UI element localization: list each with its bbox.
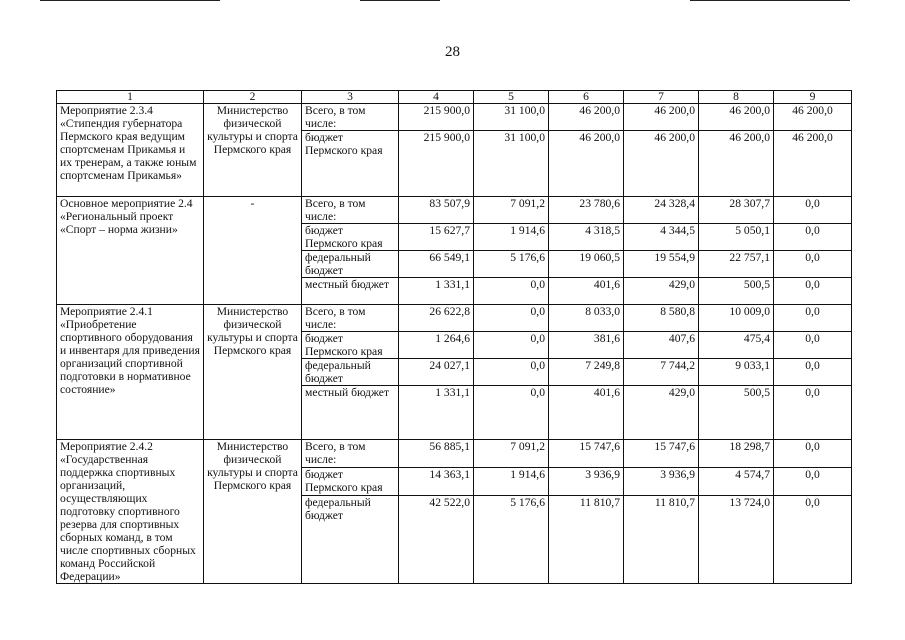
value-cell: 5 050,1 <box>699 224 774 251</box>
value-cell: 24 328,4 <box>624 197 699 224</box>
value-cell: 66 549,1 <box>399 251 474 278</box>
value-cell: 42 522,0 <box>399 495 474 583</box>
value-cell: 31 100,0 <box>474 104 549 131</box>
column-header: 4 <box>399 91 474 104</box>
value-cell: 13 724,0 <box>699 495 774 583</box>
value-cell: 28 307,7 <box>699 197 774 224</box>
value-cell: 46 200,0 <box>774 131 852 197</box>
funding-source: Всего, в том числе: <box>302 104 399 131</box>
column-header: 5 <box>474 91 549 104</box>
value-cell: 4 344,5 <box>624 224 699 251</box>
value-cell: 10 009,0 <box>699 305 774 332</box>
value-cell: 1 264,6 <box>399 332 474 359</box>
column-header: 3 <box>302 91 399 104</box>
value-cell: 500,5 <box>699 278 774 305</box>
column-header: 2 <box>204 91 302 104</box>
value-cell: 500,5 <box>699 386 774 440</box>
value-cell: 56 885,1 <box>399 440 474 468</box>
value-cell: 46 200,0 <box>699 131 774 197</box>
value-cell: 46 200,0 <box>624 131 699 197</box>
value-cell: 46 200,0 <box>699 104 774 131</box>
table-row <box>57 440 852 468</box>
measure-executor: Министерство физической культуры и спорта Пермского края <box>204 440 302 584</box>
value-cell: 475,4 <box>699 332 774 359</box>
value-cell: 407,6 <box>624 332 699 359</box>
value-cell: 0,0 <box>774 278 852 305</box>
value-cell: 14 363,1 <box>399 467 474 495</box>
value-cell: 11 810,7 <box>549 495 624 583</box>
value-cell: 7 091,2 <box>474 440 549 468</box>
value-cell: 23 780,6 <box>549 197 624 224</box>
value-cell: 15 747,6 <box>624 440 699 468</box>
value-cell: 1 914,6 <box>474 224 549 251</box>
table-row <box>57 197 852 224</box>
value-cell: 5 176,6 <box>474 495 549 583</box>
value-cell: 9 033,1 <box>699 359 774 386</box>
value-cell: 0,0 <box>774 467 852 495</box>
budget-table <box>56 90 852 584</box>
funding-source: бюджет Пермского края <box>302 332 399 359</box>
value-cell: 7 744,2 <box>624 359 699 386</box>
value-cell: 19 554,9 <box>624 251 699 278</box>
column-number-row <box>57 91 852 104</box>
funding-source: бюджет Пермского края <box>302 131 399 197</box>
value-cell: 8 580,8 <box>624 305 699 332</box>
value-cell: 429,0 <box>624 386 699 440</box>
value-cell: 83 507,9 <box>399 197 474 224</box>
value-cell: 0,0 <box>774 197 852 224</box>
measure-executor: - <box>204 197 302 305</box>
value-cell: 1 331,1 <box>399 278 474 305</box>
value-cell: 1 331,1 <box>399 386 474 440</box>
value-cell: 0,0 <box>474 386 549 440</box>
value-cell: 401,6 <box>549 386 624 440</box>
measure-name: Мероприятие 2.3.4 «Стипендия губернатора Пермского края ведущим спортсменам Прикамья и их тренерам, а также юным спортсменам Прикамья» <box>57 104 204 197</box>
funding-source: федеральный бюджет <box>302 251 399 278</box>
measure-executor: Министерство физической культуры и спорта Пермского края <box>204 104 302 197</box>
value-cell: 22 757,1 <box>699 251 774 278</box>
value-cell: 401,6 <box>549 278 624 305</box>
value-cell: 19 060,5 <box>549 251 624 278</box>
value-cell: 0,0 <box>774 386 852 440</box>
measure-name: Мероприятие 2.4.2 «Государственная поддержка спортивных организаций, осуществляющих подготовку спортивного резерва для спортивных сборных команд, в том числе спортивных сборных команд Российской Федерации» <box>57 440 204 584</box>
value-cell: 4 574,7 <box>699 467 774 495</box>
measure-name: Основное мероприятие 2.4 «Региональный проект «Спорт – норма жизни» <box>57 197 204 305</box>
value-cell: 15 747,6 <box>549 440 624 468</box>
value-cell: 46 200,0 <box>774 104 852 131</box>
value-cell: 0,0 <box>474 359 549 386</box>
funding-source: Всего, в том числе: <box>302 305 399 332</box>
column-header: 7 <box>624 91 699 104</box>
value-cell: 7 091,2 <box>474 197 549 224</box>
value-cell: 4 318,5 <box>549 224 624 251</box>
funding-source: бюджет Пермского края <box>302 467 399 495</box>
value-cell: 31 100,0 <box>474 131 549 197</box>
funding-source: Всего, в том числе: <box>302 197 399 224</box>
value-cell: 0,0 <box>474 332 549 359</box>
funding-source: бюджет Пермского края <box>302 224 399 251</box>
funding-source: местный бюджет <box>302 278 399 305</box>
value-cell: 0,0 <box>774 332 852 359</box>
column-header: 6 <box>549 91 624 104</box>
value-cell: 0,0 <box>774 251 852 278</box>
value-cell: 3 936,9 <box>549 467 624 495</box>
value-cell: 381,6 <box>549 332 624 359</box>
value-cell: 3 936,9 <box>624 467 699 495</box>
value-cell: 0,0 <box>474 305 549 332</box>
value-cell: 24 027,1 <box>399 359 474 386</box>
value-cell: 0,0 <box>774 440 852 468</box>
value-cell: 0,0 <box>774 495 852 583</box>
value-cell: 1 914,6 <box>474 467 549 495</box>
funding-source: местный бюджет <box>302 386 399 440</box>
value-cell: 0,0 <box>774 305 852 332</box>
column-header: 8 <box>699 91 774 104</box>
value-cell: 0,0 <box>774 359 852 386</box>
measure-executor: Министерство физической культуры и спорта Пермского края <box>204 305 302 440</box>
funding-source: федеральный бюджет <box>302 359 399 386</box>
value-cell: 215 900,0 <box>399 104 474 131</box>
page-number: 28 <box>445 44 460 60</box>
funding-source: федеральный бюджет <box>302 495 399 583</box>
value-cell: 46 200,0 <box>624 104 699 131</box>
value-cell: 46 200,0 <box>549 131 624 197</box>
funding-source: Всего, в том числе: <box>302 440 399 468</box>
table-row <box>57 305 852 332</box>
value-cell: 0,0 <box>474 278 549 305</box>
scan-edge-line-left <box>40 0 220 1</box>
measure-name: Мероприятие 2.4.1 «Приобретение спортивного оборудования и инвентаря для приведения организаций спортивной подготовки в нормативное состояние» <box>57 305 204 440</box>
value-cell: 11 810,7 <box>624 495 699 583</box>
table-row <box>57 104 852 131</box>
scan-edge-line-mid <box>360 0 440 1</box>
value-cell: 5 176,6 <box>474 251 549 278</box>
value-cell: 15 627,7 <box>399 224 474 251</box>
scan-edge-line-right <box>690 0 850 1</box>
value-cell: 0,0 <box>774 224 852 251</box>
value-cell: 8 033,0 <box>549 305 624 332</box>
value-cell: 429,0 <box>624 278 699 305</box>
value-cell: 7 249,8 <box>549 359 624 386</box>
value-cell: 18 298,7 <box>699 440 774 468</box>
column-header: 9 <box>774 91 852 104</box>
value-cell: 26 622,8 <box>399 305 474 332</box>
column-header: 1 <box>57 91 204 104</box>
value-cell: 215 900,0 <box>399 131 474 197</box>
value-cell: 46 200,0 <box>549 104 624 131</box>
